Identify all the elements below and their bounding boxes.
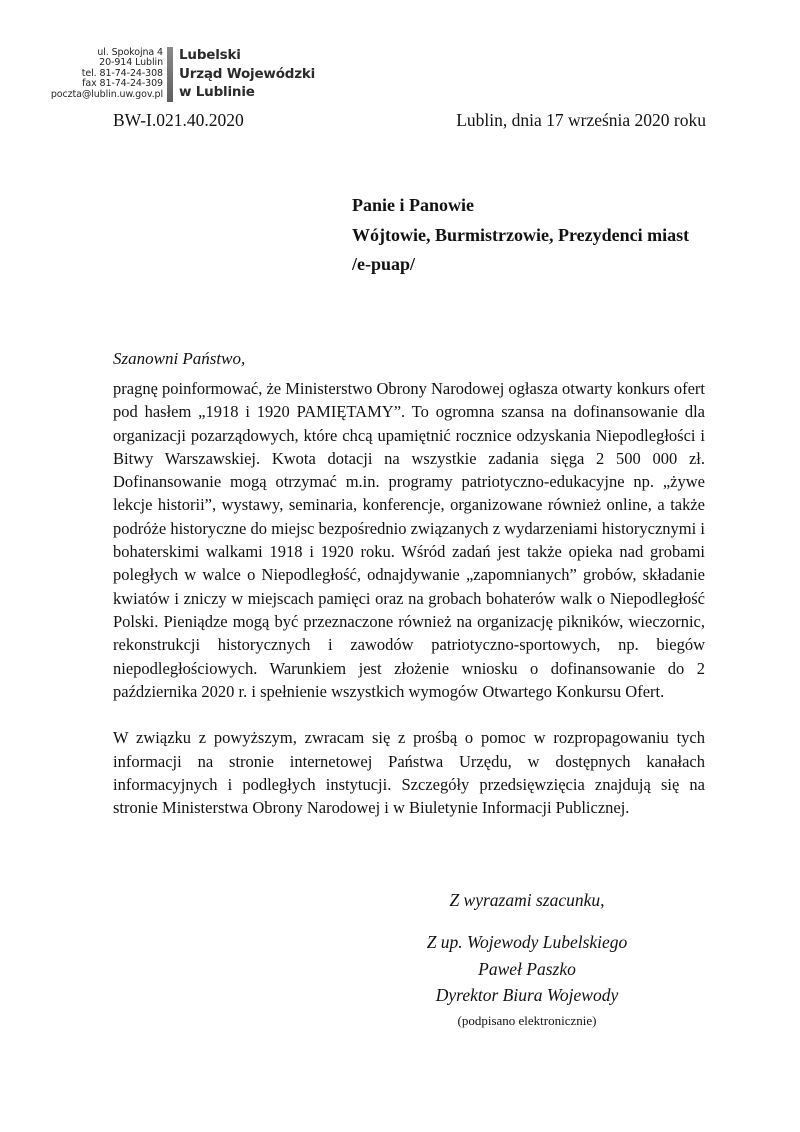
org-name-line-3: w Lublinie	[179, 84, 255, 100]
recipient-line-3: /e-puap/	[352, 254, 416, 274]
sender-fax: fax 81-74-24-309	[82, 78, 163, 90]
date-line: Lublin, dnia 17 września 2020 roku	[456, 110, 706, 130]
reference-date-row	[113, 109, 706, 131]
recipient-line-2: Wójtowie, Burmistrzowie, Prezydenci miast	[352, 224, 690, 245]
electronic-signature-note: (podpisano elektronicznie)	[457, 1012, 597, 1028]
signature-name: Paweł Paszko	[478, 958, 576, 979]
letter-paragraph-2: W związku z powyższym, zwracam się z prośbą o pomoc w rozpropagowaniu tych informacji na stronie internetowej Państwa Urzędu, w dostępnych kanałach informacyjnych i podległych instytucji. Szczegóły przedsięwzięcia znajdują się na stronie Ministerstwa Obrony Narodowej i w Biuletynie Informacji Publicznej.	[113, 728, 705, 818]
letter-body	[113, 377, 705, 820]
sender-phone: tel. 81-74-24-308	[81, 67, 163, 79]
letter-paragraph-1: pragnę poinformować, że Ministerstwo Obrony Narodowej ogłasza otwarty konkurs ofert pod hasłem „1918 i 1920 PAMIĘTAMY”. To ogromna szansa na dofinansowanie dla organizacji pozarządowych, które chcą upamiętnić rocznice odzyskania Niepodległości i Bitwy Warszawskiej. Kwota dotacji na wszystkie zadania sięga 2 500 000 zł. Dofinansowanie mogą otrzymać m.in. programy patriotyczno-edukacyjne np. „żywe lekcje historii”, wystawy, seminaria, konferencje, organizowane również online, a także podróże historyczne do miejsc bezpośrednio związanych z wydarzeniami historycznymi i bohaterskimi walkami 1918 i 1920 roku. Wśród zadań jest także opieka nad grobami poległych w walce o Niepodległość, odnajdywanie „zapomnianych” grobów, składanie kwiatów i zniczy w miejscach pamięci oraz na grobach bohaterów walk o Niepodległość Polski. Pieniądze mogą być przeznaczone również na organizację pikników, wieczornic, rekonstrukcji historycznych i zawodów patriotyczno-sportowych, np. biegów niepodległościowych. Warunkiem jest złożenie wniosku o dofinansowanie do 2 października 2020 r. i spełnienie wszystkich wymogów Otwartego Konkursu Ofert.	[113, 379, 706, 701]
signature-authority: Z up. Wojewody Lubelskiego	[426, 932, 628, 952]
org-name-line-2: Urząd Wojewódzki	[179, 65, 316, 82]
signature-title: Dyrektor Biura Wojewody	[435, 985, 619, 1005]
sender-email: poczta@lublin.uw.gov.pl	[50, 88, 163, 100]
valediction: Z wyrazami szacunku,	[449, 890, 605, 910]
sender-contact-block	[0, 48, 163, 100]
org-name-block	[179, 46, 315, 102]
salutation: Szanowni Państwo,	[113, 349, 246, 368]
letterhead	[0, 47, 800, 105]
reference-number: BW-I.021.40.2020	[113, 110, 244, 130]
logo-bar	[167, 47, 173, 102]
sender-city: 20-914 Lublin	[99, 57, 163, 69]
signature-block	[337, 929, 717, 1030]
sender-street: ul. Spokojna 4	[97, 47, 163, 58]
recipient-line-1: Panie i Panowie	[352, 195, 474, 215]
recipient-block	[352, 191, 689, 280]
org-name-line-1: Lubelski	[179, 47, 241, 63]
